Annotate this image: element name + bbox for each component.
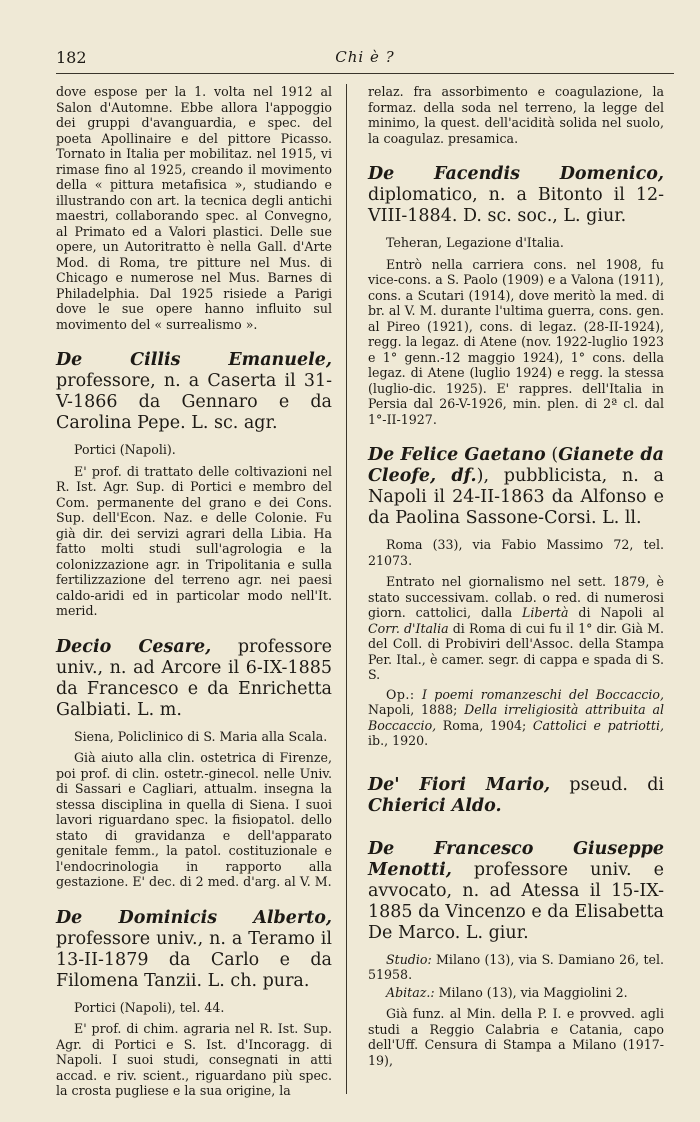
- entry-heading: [56, 350, 332, 434]
- continued-text: relaz. fra assorbimento e coagulazione, la formaz. della soda nel terreno, la legge del minimo, la quest. dell'acidità solida nel suolo, la coagulaz. presamica.: [368, 84, 664, 146]
- entry-de-fiori: [368, 775, 664, 817]
- entry-name: De' Fiori Mario,: [368, 774, 551, 795]
- studio-label: Studio:: [386, 951, 432, 967]
- entry-heading: [368, 445, 664, 529]
- entry-address: Portici (Napoli).: [74, 442, 176, 457]
- entry-paren-open: (: [545, 445, 559, 465]
- column-divider: [346, 84, 347, 1094]
- entry-heading: [368, 164, 664, 227]
- entry-name: Decio Cesare,: [56, 636, 212, 657]
- abitaz-address: Milano (13), via Maggiolini 2.: [434, 984, 628, 1000]
- right-column: [368, 84, 664, 1068]
- work-title: I poemi romanzeschi del Boccaccio,: [414, 686, 664, 702]
- entry-text: Già funz. al Min. della P. I. e provved. agli studi a Reggio Calabria e Catania, capo dell'Uff. Censura di Stampa a Milano (1917-19),: [368, 1006, 664, 1068]
- entry-text: Già aiuto alla clin. ostetrica di Firenze, poi prof. di clin. ostetr.-ginecol. nelle Univ. di Sassari e Cagliari, attualm. insegna la stessa disciplina in quella di Siena. I suoi lavori riguardano spec. la fisiopatol. dello stato di gravidanza e dell'apparato genitale femm., la patol. costituzionale e l'endocrinologia in rapporto alla gestazione. E' dec. di 2 med. d'arg. al V. M.: [56, 750, 332, 889]
- entry-works: [368, 687, 664, 749]
- entry-de-dominicis: [56, 908, 332, 1099]
- entry-details: diplomatico, n. a Bitonto il 12-VIII-1884. D. sc. soc., L. giur.: [368, 185, 664, 226]
- entry-de-felice: [368, 445, 664, 749]
- text-italic: Libertà: [522, 605, 569, 620]
- entry-studio: [368, 952, 664, 983]
- studio-address: Milano (13), via S. Damiano 26, tel. 51958.: [368, 951, 664, 982]
- continued-text: dove espose per la 1. volta nel 1912 al Salon d'Automne. Ebbe allora l'appoggio dei gruppi d'avanguardia, e spec. del poeta Apollinaire e del pittore Picasso. Tornato in Italia per mobilitaz. nel 1915, vi rimase fino al 1925, creando il movimento della « pittura metafisica », studiando e illustrando con art. la tecnica degli antichi maestri, collaborando spec. al Convegno, al Primato ed a Valori plastici. Delle sue opere, un Autoritratto è nella Gall. d'Arte Mod. di Roma, tre pitture nel Mus. di Chicago e numerose nel Mus. Barnes di Philadelphia. Dal 1925 risiede a Parigi dove le sue opere hanno influito sul movimento del « surrealismo ».: [56, 84, 332, 332]
- header-rule: [56, 73, 674, 74]
- entry-decio: [56, 637, 332, 890]
- works-label: Op.:: [386, 686, 415, 702]
- entry-details: professore univ., n. a Teramo il 13-II-1879 da Carlo e da Filomena Tanzii. L. ch. pura.: [56, 928, 332, 991]
- work-pub: Napoli, 1888;: [368, 702, 458, 717]
- entry-text: Entrò nella carriera cons. nel 1908, fu vice-cons. a S. Paolo (1909) e a Valona (1911), cons. a Scutari (1914), dove meritò la med. di br. al V. M. durante l'ultima guerra, cons. gen. al Pireo (1921), cons. di legaz. (28-II-1924), regg. la legaz. di Atene (nov. 1922-luglio 1923 e 1° genn.-12 maggio 1924), 1° cons. della legaz. di Atene (luglio 1924) e regg. la stessa (luglio-dic. 1925). E' rappres. dell'Italia in Persia dal 26-V-1926, min. plen. di 2ª cl. dal 1°-II-1927.: [368, 256, 664, 427]
- work-title: Della irreligiosità attribuita al Boccaccio,: [368, 702, 664, 733]
- entry-heading: [368, 839, 664, 944]
- entry-name: De Francesco Giuseppe Menotti,: [368, 838, 664, 880]
- entry-name: De Cillis Emanuele,: [56, 350, 332, 370]
- entry-address: Teheran, Legazione d'Italia.: [386, 235, 564, 250]
- entry-de-facendis: [368, 164, 664, 427]
- text-italic: Corr. d'Italia: [368, 620, 449, 636]
- entry-text: E' prof. di chim. agraria nel R. Ist. Sup. Agr. di Portici e S. Ist. d'Incoragg. di Napoli. I suoi studi, consegnati in atti accad. e riv. scient., riguardano più spec. la crosta pugliese e la sua origine, la: [56, 1021, 332, 1098]
- left-column: [56, 84, 332, 1099]
- text-part: di Napoli al: [568, 605, 664, 620]
- entry-address: Portici (Napoli), tel. 44.: [74, 999, 225, 1015]
- work-pub: Roma, 1904;: [436, 717, 527, 733]
- text-part: Entrato nel giornalismo nel sett. 1879, è stato successivam. collab. o red. di numerosi giorn. cattolici, dalla: [368, 574, 664, 620]
- entry-heading: [56, 908, 332, 992]
- entry-heading: [56, 637, 332, 721]
- entry-text: [368, 574, 664, 683]
- entry-alias: Gianete da Cleofe, df.: [368, 445, 664, 486]
- work-pub: ib., 1920.: [368, 733, 429, 748]
- entry-abitaz: [368, 985, 664, 1001]
- work-title: Cattolici e patriotti,: [526, 717, 664, 733]
- text-part: di Roma di cui fu il 1° dir. Già M. del Coll. di Probiviri dell'Assoc. della Stampa Per. Ital., è camer. segr. di cappa e spada di S. S.: [368, 620, 664, 682]
- page-header: [56, 44, 674, 74]
- entry-name: De Dominicis Alberto,: [56, 907, 332, 928]
- entry-de-francesco: [368, 839, 664, 1069]
- entry-details: pseud. di: [550, 774, 664, 795]
- entry-details: professore univ., n. ad Arcore il 6-IX-1885 da Francesco e da Enrichetta Galbiati. L. m.: [56, 636, 332, 720]
- entry-name: De Felice Gaetano: [368, 445, 546, 465]
- page-number: 182: [56, 48, 87, 67]
- entry-details: professore univ. e avvocato, n. ad Atessa il 15-IX-1885 da Vincenzo e da Elisabetta De Marco. L. giur.: [368, 859, 664, 943]
- entry-address: Roma (33), via Fabio Massimo 72, tel. 21073.: [368, 537, 664, 568]
- abitaz-label: Abitaz.:: [386, 984, 435, 1000]
- entry-de-cillis: [56, 350, 332, 619]
- entry-heading: [368, 775, 664, 817]
- running-head: Chi è ?: [335, 48, 395, 66]
- entry-alias: Chierici Aldo.: [368, 795, 502, 816]
- entry-details: ), pubblicista, n. a Napoli il 24-II-1863 da Alfonso e da Paolina Sassone-Corsi. L. ll.: [368, 466, 664, 528]
- entry-address: Siena, Policlinico di S. Maria alla Scala.: [74, 728, 328, 744]
- entry-name: De Facendis Domenico,: [368, 164, 664, 184]
- entry-text: E' prof. di trattato delle coltivazioni nel R. Ist. Agr. Sup. di Portici e membro del Com. permanente del grano e dei Cons. Sup. dell'Econ. Naz. e delle Colonie. Fu già dir. dei servizi agrari della Libia. Ha fatto molti studi sull'agrologia e la colonizzazione agr. in Tripolitania e sulla fertilizzazione del terreno agr. nei paesi caldo-aridi ed in particolar modo nell'It. merid.: [56, 463, 332, 618]
- entry-details: professore, n. a Caserta il 31-V-1866 da Gennaro e da Carolina Pepe. L. sc. agr.: [56, 371, 332, 433]
